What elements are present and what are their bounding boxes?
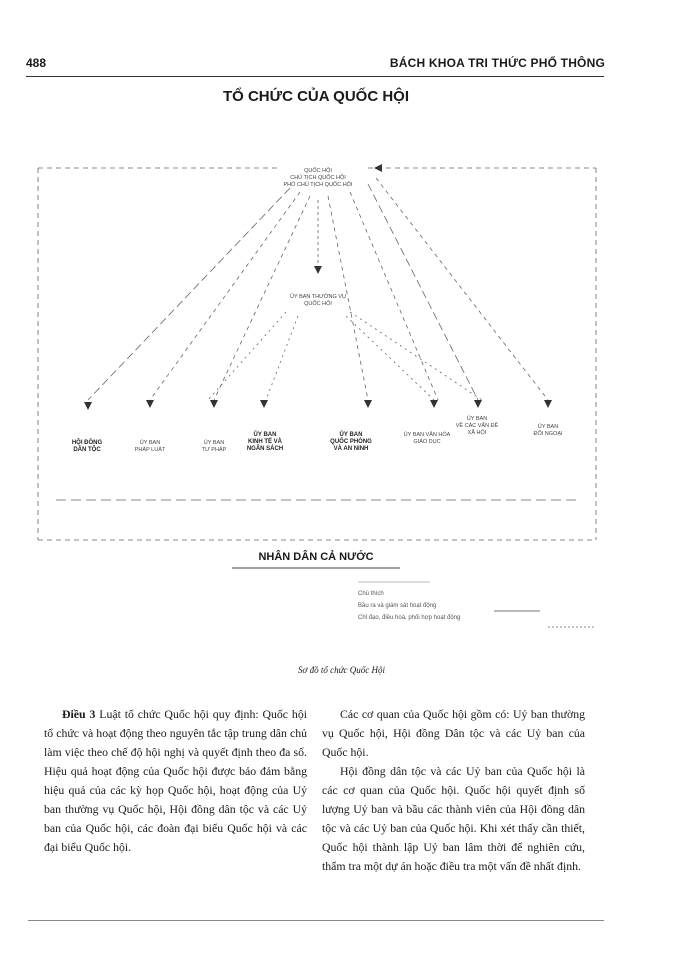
- node-hoi-dong-dan-toc: [56, 440, 118, 454]
- node-uy-ban-kinh-te: [234, 432, 296, 453]
- node-line: VỀ CÁC VẤN ĐỀ: [455, 423, 499, 429]
- node-quoc-hoi: [264, 168, 372, 189]
- article-lead: Điều 3: [62, 707, 96, 721]
- node-uy-ban-doi-ngoai: [516, 424, 580, 438]
- org-chart-title: TỔ CHỨC CỦA QUỐC HỘI: [222, 88, 410, 105]
- node-line: ỦY BAN: [537, 424, 559, 430]
- node-line: ỦY BAN VĂN HÓA: [403, 432, 451, 438]
- node-line: ỦY BAN: [203, 440, 225, 446]
- node-line: ỦY BAN: [339, 432, 363, 438]
- node-line: ỦY BAN: [466, 416, 488, 422]
- node-uy-ban-phap-luat: [122, 440, 178, 454]
- paragraph: [44, 705, 307, 857]
- legend: [358, 588, 460, 624]
- running-head: BÁCH KHOA TRI THỨC PHỔ THÔNG: [389, 56, 605, 70]
- node-standing-committee: [268, 294, 368, 308]
- node-line: QUỐC PHÒNG: [330, 439, 372, 445]
- node-uy-ban-xa-hoi: [446, 416, 508, 437]
- node-line: DÂN TỘC: [73, 447, 101, 453]
- legend-item-coordinate: Chỉ đạo, điều hoà, phối hợp hoạt động: [358, 615, 461, 621]
- node-line: GIÁO DỤC: [413, 439, 441, 445]
- node-line: TƯ PHÁP: [201, 447, 227, 453]
- node-line: HỘI ĐỒNG: [71, 440, 103, 446]
- node-line: ĐỐI NGOẠI: [533, 431, 563, 437]
- article-column-right: [322, 705, 585, 876]
- node-line: PHÓ CHỦ TỊCH QUỐC HỘI: [283, 182, 353, 188]
- article-text: Luật tổ chức Quốc hội quy định: Quốc hội tổ chức và hoạt động theo nguyên tắc tập trung dân chủ làm việc theo chế độ hội nghị và quyết định theo đa số. Hiệu quả hoạt động của Quốc hội được bảo đảm bằng hiệu quả của các kỳ họp Quốc hội, hoạt động của Uỷ ban thường vụ Quốc hội, Hội đồng dân tộc và các Uỷ ban của Quốc hội, các đoàn đại biểu Quốc hội và các đại biểu Quốc hội.: [44, 707, 307, 854]
- node-line: VÀ AN NINH: [333, 446, 369, 452]
- paragraph: Hội đồng dân tộc và các Uỷ ban của Quốc hội là các cơ quan của Quốc hội. Quốc hội quyết định số lượng Uỷ ban và bầu các thành viên của Hội đồng dân tộc và các Uỷ ban của Quốc hội. Khi xét thấy cần thiết, Quốc hội thành lập Uỷ ban lâm thời để nghiên cứu, thẩm tra một dự án hoặc điều tra một vấn đề nhất định.: [322, 764, 585, 873]
- node-line: NGÂN SÁCH: [246, 446, 284, 452]
- legend-item-elect: Bầu ra và giám sát hoạt động: [358, 603, 437, 609]
- node-line: XÃ HỘI: [467, 430, 487, 436]
- node-line: QUỐC HỘI: [304, 301, 332, 307]
- node-line: ỦY BAN THƯỜNG VỤ: [290, 294, 346, 300]
- node-line: ỦY BAN: [139, 440, 161, 446]
- page-number: 488: [26, 56, 47, 70]
- paragraph: Các cơ quan của Quốc hội gồm có: Uỷ ban thường vụ Quốc hội, Hội đồng Dân tộc và các Uỷ ban của Quốc hội.: [322, 707, 585, 759]
- node-line: ỦY BAN: [253, 432, 277, 438]
- bottom-rule: [28, 920, 604, 921]
- node-line: PHÁP LUẬT: [134, 447, 166, 453]
- header-rule: [26, 76, 604, 77]
- node-line: QUỐC HỘI: [304, 168, 332, 174]
- figure-caption: Sơ đồ tổ chức Quốc Hội: [298, 665, 385, 675]
- org-chart-figure: [28, 80, 604, 700]
- node-line: KINH TẾ VÀ: [247, 439, 282, 445]
- article-column-left: [44, 705, 307, 857]
- people-label: NHÂN DÂN CẢ NƯỚC: [258, 551, 374, 563]
- node-uy-ban-quoc-phong: [318, 432, 384, 453]
- node-line: CHỦ TỊCH QUỐC HỘI: [290, 175, 346, 181]
- legend-title: Chú thích: [358, 591, 384, 597]
